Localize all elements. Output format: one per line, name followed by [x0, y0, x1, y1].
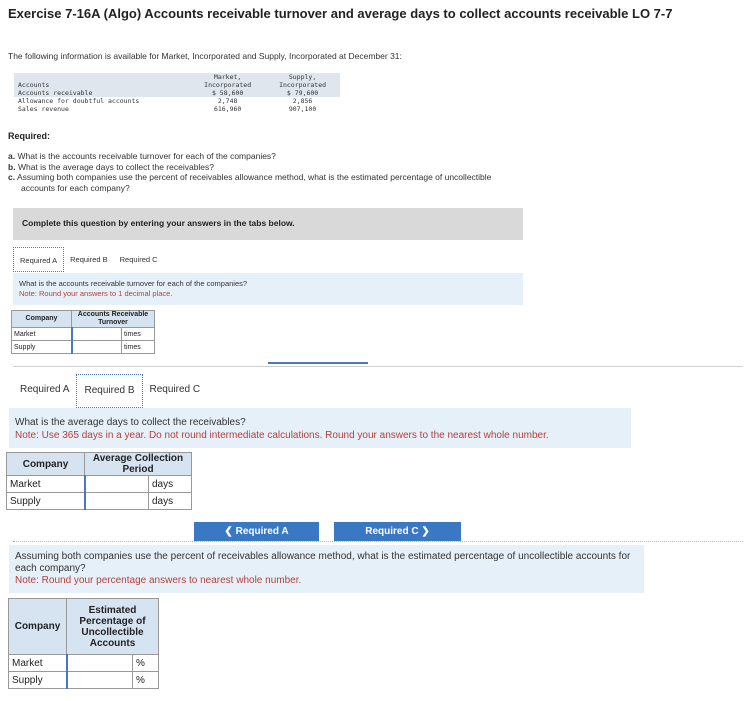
info-col-supply-1: Supply,: [265, 73, 340, 81]
chevron-right-icon: ❯: [421, 526, 430, 537]
info-row-market: 616,960: [213, 105, 242, 113]
required-a-question-panel: [13, 273, 523, 305]
required-a-question: What is the accounts receivable turnover for each of the companies?: [19, 279, 248, 288]
info-col-market-2: Incorporated: [190, 81, 265, 89]
required-a-note: Note: Round your answers to 1 decimal place.: [19, 289, 173, 298]
required-c-question-panel: [9, 545, 644, 593]
required-heading: Required:: [8, 131, 51, 141]
header-collection-period: [85, 453, 192, 476]
table-row: [12, 341, 155, 354]
unit-label: %: [133, 655, 159, 672]
instruction-bar: Complete this question by entering your answers in the tabs below.: [13, 208, 523, 240]
table-row: [9, 672, 159, 689]
header-company: Company: [7, 453, 85, 476]
question-prefix: a.: [8, 151, 16, 161]
header-line: Turnover: [98, 319, 128, 326]
required-c-question: Assuming both companies use the percent of receivables allowance method, what is the estimated percentage of uncollectible accounts for each company?: [15, 551, 631, 574]
tab-required-c[interactable]: Required C: [149, 384, 201, 395]
header-company: Company: [9, 599, 67, 655]
info-col-accounts: [14, 73, 190, 81]
unit-label: times: [122, 328, 155, 341]
info-row-supply: 2,856: [292, 97, 313, 105]
supply-days-input[interactable]: [85, 493, 149, 510]
prev-required-button[interactable]: [194, 522, 319, 541]
info-row-market: $ 58,600: [190, 89, 265, 97]
tabs-bar-large: [13, 374, 207, 408]
chevron-left-icon: ❮: [224, 526, 233, 537]
info-row-supply: 907,100: [288, 105, 317, 113]
question-a: [8, 151, 608, 162]
question-prefix: b.: [8, 161, 16, 172]
company-cell: Market: [9, 655, 67, 672]
divider-accent: [268, 362, 368, 364]
table-header-row: [9, 599, 159, 655]
header-estimated-percentage: [67, 599, 159, 655]
info-row: [14, 105, 340, 113]
info-col-supply-2: Incorporated: [265, 81, 340, 89]
question-c-cont: accounts for each company?: [21, 182, 130, 193]
question-c: [8, 172, 608, 183]
info-row: [14, 97, 340, 105]
company-info-table: [14, 73, 340, 113]
info-row-market: 2,748: [217, 97, 238, 105]
required-b-question: What is the average days to collect the receivables?: [15, 417, 246, 428]
divider-dotted: [13, 541, 743, 542]
question-text: Assuming both companies use the percent of receivables allowance method, what is the estimated percentage of uncollectible: [17, 172, 492, 182]
collection-period-table: [6, 452, 192, 510]
company-cell: Supply: [9, 672, 67, 689]
company-cell: Market: [12, 328, 72, 341]
header-line: Uncollectible: [81, 626, 144, 638]
question-text: What is the average days to collect the receivables?: [17, 161, 215, 172]
intro-text: The following information is available for Market, Incorporated and Supply, Incorporated at December 31:: [8, 51, 402, 61]
turnover-table: [11, 310, 155, 354]
info-header-row-1: [14, 73, 340, 81]
header-turnover: [72, 311, 155, 328]
header-line: Estimated: [88, 604, 137, 616]
divider: [13, 366, 743, 367]
info-row-label: Allowance for doubtful accounts: [18, 97, 140, 105]
header-line: Accounts Receivable: [77, 311, 149, 318]
company-cell: Supply: [7, 493, 85, 510]
unit-label: %: [133, 672, 159, 689]
market-percentage-input[interactable]: [67, 655, 133, 672]
supply-turnover-input[interactable]: [72, 341, 122, 354]
prev-label: Required A: [235, 526, 289, 537]
required-b-question-panel: [9, 408, 631, 448]
unit-label: days: [149, 493, 192, 510]
tab-required-b[interactable]: Required B: [76, 374, 142, 408]
question-text: What is the accounts receivable turnover for each of the companies?: [17, 151, 276, 161]
info-col-accounts-label: Accounts: [14, 81, 190, 89]
info-row: [14, 89, 340, 97]
table-header-row: [7, 453, 192, 476]
unit-label: days: [149, 476, 192, 493]
required-c-note: Note: Round your percentage answers to nearest whole number.: [15, 575, 302, 586]
info-header-row-2: [14, 81, 340, 89]
tabs-bar-small: [13, 247, 164, 272]
header-line: Accounts: [89, 637, 136, 649]
table-row: [7, 493, 192, 510]
tab-required-b[interactable]: Required B: [70, 255, 108, 264]
tab-required-a[interactable]: Required A: [20, 384, 70, 395]
market-days-input[interactable]: [85, 476, 149, 493]
question-b: [8, 162, 608, 173]
info-row-supply: $ 79,600: [265, 89, 340, 97]
required-b-note: Note: Use 365 days in a year. Do not round intermediate calculations. Round your answers to the nearest whole number.: [15, 430, 549, 441]
company-cell: Supply: [12, 341, 72, 354]
table-header-row: [12, 311, 155, 328]
question-prefix: c.: [8, 172, 16, 182]
unit-label: times: [122, 341, 155, 354]
header-company: Company: [12, 311, 72, 328]
company-cell: Market: [7, 476, 85, 493]
header-line: Percentage of: [79, 615, 146, 627]
exercise-title: Exercise 7-16A (Algo) Accounts receivable turnover and average days to collect accounts receivable LO 7-7: [8, 6, 673, 21]
header-line: Average Collection: [92, 453, 184, 464]
table-row: [9, 655, 159, 672]
questions-list: [8, 151, 608, 193]
info-col-market-1: Market,: [190, 73, 265, 81]
header-line: Period: [122, 464, 154, 475]
supply-percentage-input[interactable]: [67, 672, 133, 689]
tab-required-c[interactable]: Required C: [119, 255, 158, 264]
next-required-button[interactable]: [334, 522, 461, 541]
info-row-label: Sales revenue: [18, 105, 69, 113]
info-row-label: Accounts receivable: [14, 89, 190, 97]
next-label: Required C: [365, 526, 419, 537]
market-turnover-input[interactable]: [72, 328, 122, 341]
table-row: [12, 328, 155, 341]
uncollectible-percentage-table: [8, 598, 159, 689]
tab-required-a[interactable]: Required A: [13, 247, 64, 272]
table-row: [7, 476, 192, 493]
